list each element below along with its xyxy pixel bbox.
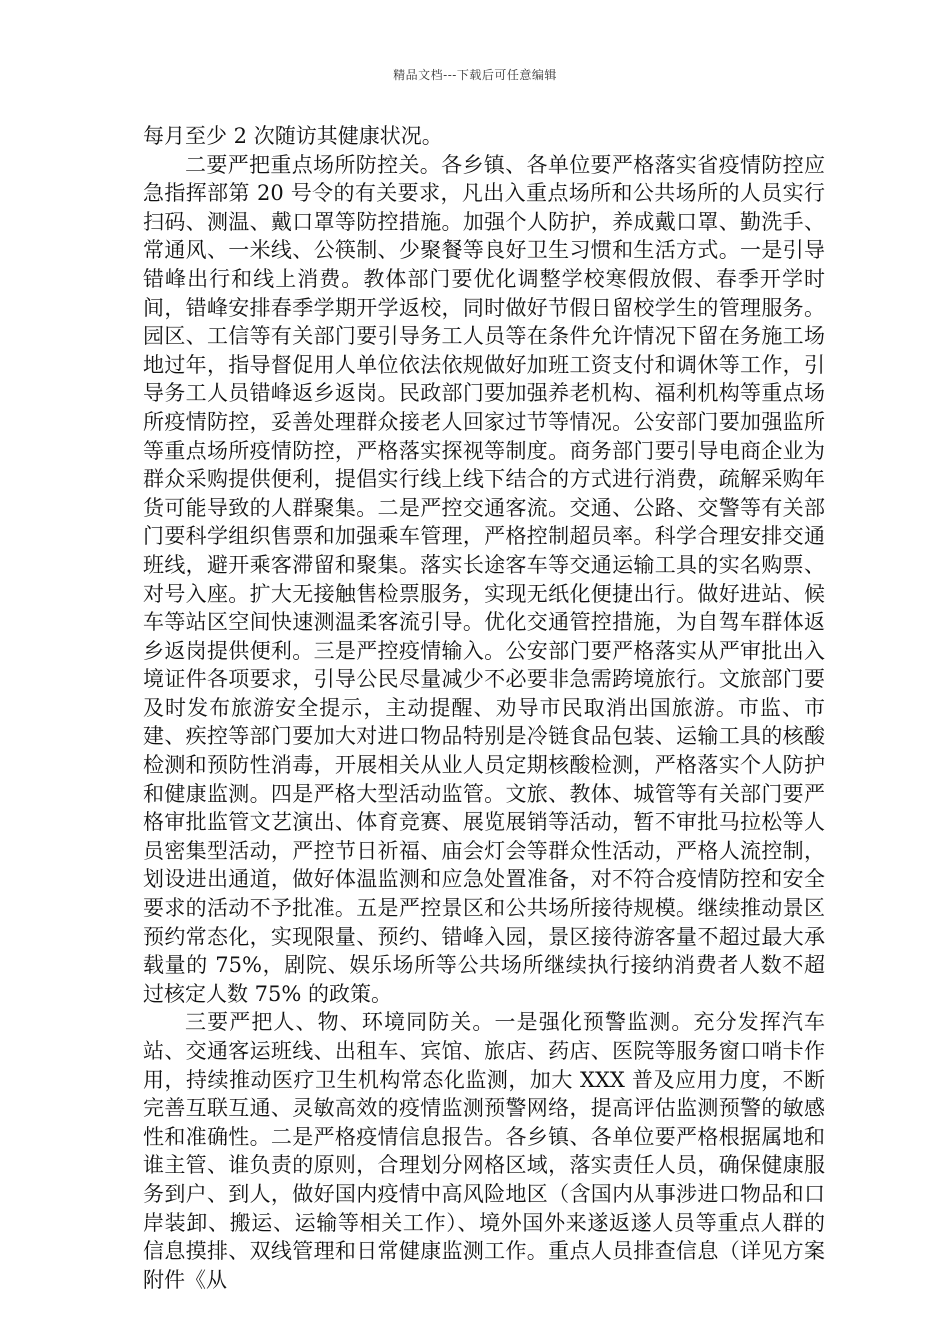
paragraph-key-places: 二要严把重点场所防控关。各乡镇、各单位要严格落实省疫情防控应急指挥部第 20 号令的有关要求，凡出入重点场所和公共场所的人员实行扫码、测温、戴口罩等防控措施。加强个人防护，养成戴口罩、勤洗手、常通风、一米线、公筷制、少聚餐等良好卫生习惯和生活方式。一是引导错峰出行和线上消费。教体部门要优化调整学校寒假放假、春季开学时间，错峰安排春季学期开学返校，同时做好节假日留校学生的管理服务。园区、工信等有关部门要引导务工人员等在条件允许情况下留在务施工场地过年，指导督促用人单位依法依规做好加班工资支付和调休等工作，引导务工人员错峰返乡返岗。民政部门要加强养老机构、福利机构等重点场所疫情防控，妥善处理群众接老人回家过节等情况。公安部门要加强监所等重点场所疫情防控，严格落实探视等制度。商务部门要引导电商企业为群众采购提供便利，提倡实行线上线下结合的方式进行消费，疏解采购年货可能导致的人群聚集。二是严控交通客流。交通、公路、交警等有关部门要科学组织售票和加强乘车管理，严格控制超员率。科学合理安排交通班线，避开乘客滞留和聚集。落实长途客车等交通运输工具的实名购票、对号入座。扩大无接触售检票服务，实现无纸化便捷出行。做好进站、候车等站区空间快速测温柔客流引导。优化交通管控措施，为自驾车群体返乡返岗提供便利。三是严控疫情输入。公安部门要严格落实从严审批出入境证件各项要求，引导公民尽量减少不必要非急需跨境旅行。文旅部门要及时发布旅游安全提示，主动提醒、劝导市民取消出国旅游。市监、市建、疾控等部门要加大对进口物品特别是冷链食品包装、运输工具的核酸检测和预防性消毒，开展相关从业人员定期核酸检测，严格落实个人防护和健康监测。四是严格大型活动监管。文旅、教体、城管等有关部门要严格审批监管文艺演出、体育竞赛、展览展销等活动，暂不审批马拉松等人员密集型活动，严控节日祈福、庙会灯会等群众性活动，严格人流控制，划设进出通道，做好体温监测和应急处置准备，对不符合疫情防控和安全要求的活动不予批准。五是严控景区和公共场所接待规模。继续推动景区预约常态化，实现限量、预约、错峰入园，景区接待游客量不超过最大承载量的 75%，剧院、娱乐场所等公共场所继续执行接纳消费者人数不超过核定人数 75% 的政策。 — [143, 152, 825, 1006]
document-body — [143, 122, 825, 1294]
page-header: 精品文档---下载后可任意编辑 — [393, 68, 557, 82]
paragraph-continuation: 每月至少 2 次随访其健康状况。 — [143, 124, 443, 148]
paragraph-people-goods-environment: 三要严把人、物、环境同防关。一是强化预警监测。充分发挥汽车站、交通客运班线、出租车、宾馆、旅店、药店、医院等服务窗口哨卡作用，持续推动医疗卫生机构常态化监测，加大 XXX 普及应用力度，不断完善互联互通、灵敏高效的疫情监测预警网络，提高评估监测预警的敏感性和准确性。二是严格疫情信息报告。各乡镇、各单位要严格根据属地和谁主管、谁负责的原则，合理划分网格区域，落实责任人员，确保健康服务到户、到人，做好国内疫情中高风险地区（含国内从事涉进口物品和口岸装卸、搬运、运输等相关工作）、境外国外来遂返遂人员等重点人群的信息摸排、双线管理和日常健康监测工作。重点人员排查信息（详见方案附件《从 — [143, 1010, 825, 1292]
